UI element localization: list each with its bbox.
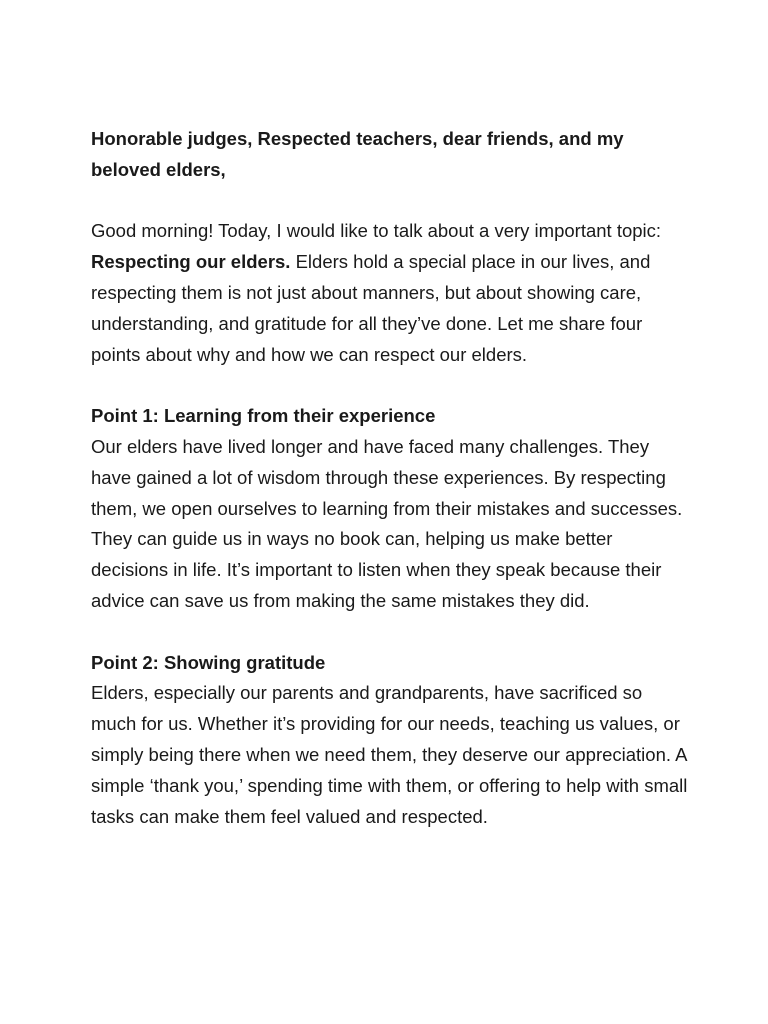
point-1-heading: Point 1: Learning from their experience — [91, 405, 436, 427]
paragraph-gap — [91, 370, 691, 401]
speech-document — [91, 124, 691, 832]
intro-paragraph — [91, 216, 691, 370]
point-2-heading: Point 2: Showing gratitude — [91, 651, 326, 673]
paragraph-gap — [91, 617, 691, 648]
intro-text-before: Good morning! Today, I would like to talk about a very important topic: — [91, 220, 662, 242]
salutation: Honorable judges, Respected teachers, dear friends, and my beloved elders, — [91, 128, 624, 180]
paragraph-gap — [91, 186, 691, 217]
point-2-body: Elders, especially our parents and grandparents, have sacrificed so much for us. Whether it’s providing for our needs, teaching us values, or simply being there when we need them, they deserve our appreciation. A simple ‘thank you,’ spending time with them, or offering to help with small tasks can make them feel valued and respected. — [91, 682, 688, 827]
intro-emphasis: Respecting our elders. — [91, 251, 291, 273]
point-1-body: Our elders have lived longer and have faced many challenges. They have gained a lot of wisdom through these experiences. By respecting them, we open ourselves to learning from their mistakes and successes. They can guide us in ways no book can, helping us make better decisions in life. It’s important to listen when they speak because their advice can save us from making the same mistakes they did. — [91, 435, 683, 611]
intro-text-after: Elders hold a special place in our lives, and respecting them is not just about manners, but about showing care, understanding, and gratitude for all they’ve done. Let me share four points about why and how we can respect our elders. — [91, 251, 651, 365]
